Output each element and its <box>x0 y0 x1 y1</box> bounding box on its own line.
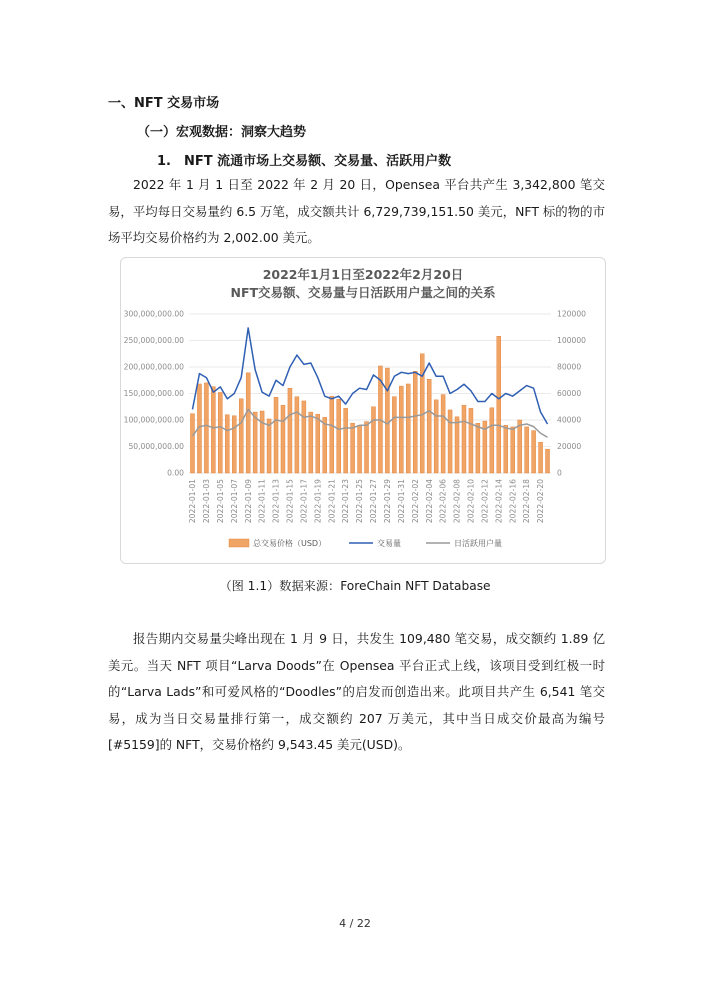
bar-total-price <box>441 395 445 473</box>
bar-total-price <box>455 417 459 473</box>
bar-total-price <box>504 425 508 473</box>
x-tick-label: 2022-01-11 <box>257 479 267 524</box>
y-left-tick-label: 200,000,000.00 <box>123 362 184 372</box>
bar-total-price <box>476 423 480 473</box>
x-tick-label: 2022-01-21 <box>327 478 337 524</box>
y-left-tick-label: 150,000,000.00 <box>123 389 184 399</box>
x-tick-label: 2022-01-03 <box>202 478 211 524</box>
x-tick-label: 2022-01-01 <box>188 478 198 524</box>
x-tick-label: 2022-01-07 <box>229 479 239 524</box>
section-heading: 一、NFT 交易市场 <box>108 96 220 111</box>
combo-chart <box>121 258 605 563</box>
y-right-tick-label: 60000 <box>557 389 582 399</box>
x-tick-label: 2022-02-12 <box>480 479 490 524</box>
legend-label-users: 日活跃用户量 <box>454 539 502 548</box>
bar-total-price <box>413 371 417 473</box>
bar-total-price <box>295 397 299 473</box>
x-tick-label: 2022-01-19 <box>313 479 323 524</box>
bar-total-price <box>469 408 473 473</box>
x-tick-label: 2022-01-17 <box>299 479 309 524</box>
bar-total-price <box>539 442 543 473</box>
bar-total-price <box>532 431 536 473</box>
bar-total-price <box>427 379 431 473</box>
bar-total-price <box>246 373 250 473</box>
x-tick-label: 2022-01-31 <box>396 479 406 524</box>
legend-swatch-bar <box>229 539 249 547</box>
x-tick-label: 2022-02-08 <box>452 479 462 524</box>
bar-total-price <box>462 405 466 473</box>
subsection-heading: （一）宏观数据：洞察大趋势 <box>137 125 307 140</box>
y-right-tick-label: 0 <box>557 468 562 478</box>
bar-total-price <box>211 387 215 473</box>
analysis-paragraph: 报告期内交易量尖峰出现在 1 月 9 日，共发生 109,480 笔交易，成交额约 1.89 亿美元。当天 NFT 项目“Larva Doods”在 Opensea 平台正式上线，该项目受到红极一时的“Larva Lads”和可爱风格的“Doodles”的启发而创造出来。此项目共产生 6,541 笔交易，成为当日交易量排行第一，成交额约 207 万美元，其中当日成交价最高为编号[#5159]的 NFT，交易价格约 9,543.45 美元(USD)。 <box>108 631 605 752</box>
x-tick-label: 2022-02-18 <box>522 478 532 524</box>
sub-subsection-heading: 1. NFT 流通市场上交易额、交易量、活跃用户数 <box>157 154 452 169</box>
bar-total-price <box>371 407 375 473</box>
y-right-tick-label: 80000 <box>557 362 582 372</box>
bar-total-price <box>316 414 320 473</box>
y-left-tick-label: 300,000,000.00 <box>123 309 184 319</box>
bar-total-price <box>344 408 348 473</box>
bar-total-price <box>434 400 438 473</box>
x-tick-label: 2022-02-04 <box>424 478 434 524</box>
bar-total-price <box>365 422 369 473</box>
bar-total-price <box>448 410 452 473</box>
bar-total-price <box>546 449 550 473</box>
x-tick-label: 2022-01-27 <box>369 478 379 524</box>
y-right-tick-label: 100000 <box>557 336 586 346</box>
bar-total-price <box>323 417 327 473</box>
bar-total-price <box>267 419 271 473</box>
y-left-tick-label: 100,000,000.00 <box>123 415 184 425</box>
x-tick-label: 2022-02-20 <box>536 479 546 524</box>
bar-total-price <box>190 414 194 473</box>
x-tick-label: 2022-01-05 <box>215 479 225 524</box>
bar-total-price <box>288 388 292 473</box>
bar-total-price <box>358 425 362 473</box>
bar-total-price <box>309 412 313 473</box>
line-trade-volume <box>192 328 547 424</box>
y-left-tick-label: 0.00 <box>167 468 184 478</box>
bar-total-price <box>225 415 229 473</box>
x-tick-label: 2022-01-09 <box>243 478 253 524</box>
x-tick-label: 2022-02-02 <box>410 479 420 524</box>
bar-total-price <box>302 401 306 473</box>
bar-total-price <box>204 383 208 473</box>
bar-total-price <box>260 411 264 473</box>
page-number: 4 / 22 <box>339 917 371 930</box>
y-left-tick-label: 250,000,000.00 <box>123 336 184 346</box>
chart-title: 2022年1月1日至2022年2月20日 <box>262 267 464 282</box>
bar-total-price <box>399 386 403 473</box>
x-tick-label: 2022-02-06 <box>438 479 448 524</box>
chart-container <box>120 257 606 564</box>
bar-total-price <box>274 397 278 473</box>
bar-total-price <box>239 399 243 473</box>
bar-total-price <box>218 392 222 473</box>
line-daily-active-users <box>192 409 547 437</box>
bar-total-price <box>406 384 410 473</box>
bar-total-price <box>330 396 334 473</box>
x-tick-label: 2022-02-14 <box>494 479 504 524</box>
bar-total-price <box>392 397 396 473</box>
bar-total-price <box>518 420 522 473</box>
intro-paragraph: 2022 年 1 月 1 日至 2022 年 2 月 20 日，Opensea 平台共产生 3,342,800 笔交易，平均每日交易量约 6.5 万笔，成交额共计 6,729,739,151.50 美元，NFT 标的物的市场平均交易价格约为 2,002.00 美元。 <box>108 177 605 245</box>
chart-subtitle: NFT交易额、交易量与日活跃用户量之间的关系 <box>230 285 496 300</box>
x-tick-label: 2022-01-13 <box>271 479 281 524</box>
y-right-tick-label: 40000 <box>557 415 582 425</box>
x-tick-label: 2022-02-10 <box>466 478 476 524</box>
bar-total-price <box>253 412 257 473</box>
figure-caption: （图 1.1）数据来源：ForeChain NFT Database <box>219 579 491 593</box>
bar-total-price <box>511 427 515 473</box>
x-tick-label: 2022-01-23 <box>341 478 351 524</box>
x-tick-label: 2022-01-29 <box>383 478 392 524</box>
x-tick-label: 2022-01-25 <box>355 479 365 524</box>
y-left-tick-label: 50,000,000.00 <box>128 442 184 452</box>
bar-total-price <box>525 427 529 473</box>
bar-total-price <box>232 416 236 473</box>
bar-total-price <box>337 399 341 473</box>
x-tick-label: 2022-01-15 <box>285 478 295 524</box>
bar-total-price <box>351 423 355 473</box>
y-right-tick-label: 120000 <box>557 309 586 319</box>
bar-total-price <box>385 368 389 473</box>
legend-label-volume: 交易量 <box>377 539 401 548</box>
bar-total-price <box>490 408 494 473</box>
y-right-tick-label: 20000 <box>557 442 582 452</box>
bar-total-price <box>281 405 285 473</box>
bar-total-price <box>497 336 501 473</box>
x-tick-label: 2022-02-16 <box>508 478 518 524</box>
legend-label-total-price: 总交易价格（USD） <box>253 539 327 548</box>
